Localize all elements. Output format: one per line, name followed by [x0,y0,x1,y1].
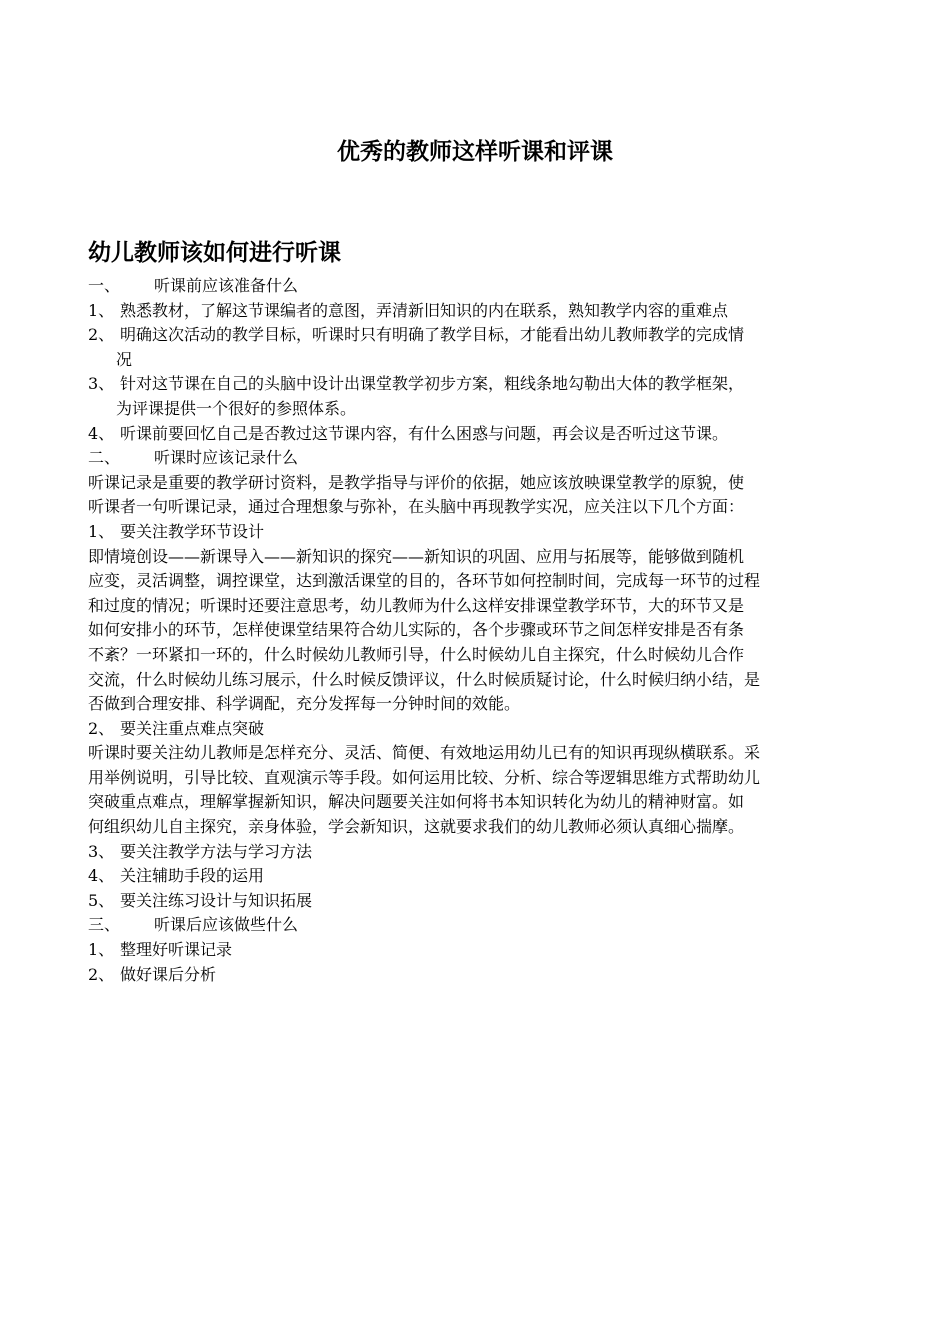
paragraph-line: 不紊？一环紧扣一环的，什么时候幼儿教师引导，什么时候幼儿自主探究，什么时候幼儿合作 [88,644,745,664]
list-item: 5、 要关注练习设计与知识拓展 [88,890,313,910]
section-heading: 幼儿教师该如何进行听课 [88,240,341,266]
list-item: 3、 要关注教学方法与学习方法 [88,841,313,861]
list-item: 2、 要关注重点难点突破 [88,718,265,738]
list-item: 1、 熟悉教材，了解这节课编者的意图，弄清新旧知识的内在联系，熟知教学内容的重难点 [88,300,729,320]
paragraph-line: 如何安排小的环节，怎样使课堂结果符合幼儿实际的，各个步骤或环节之间怎样安排是否有条 [88,620,745,640]
paragraph-line: 听课者一句听课记录，通过合理想象与弥补，在头脑中再现教学实况，应关注以下几个方面： [88,497,745,517]
paragraph-line: 突破重点难点，理解掌握新知识，解决问题要关注如何将书本知识转化为幼儿的精神财富。如 [88,792,745,812]
document-title: 优秀的教师这样听课和评课 [337,139,613,165]
paragraph-line: 交流，什么时候幼儿练习展示，什么时候反馈评议，什么时候质疑讨论，什么时候归纳小结，是 [88,669,761,689]
section-three: 三、 听课后应该做些什么 [88,915,299,935]
list-item-continuation: 为评课提供一个很好的参照体系。 [116,398,357,418]
paragraph-line: 用举例说明，引导比较、直观演示等手段。如何运用比较、分析、综合等逻辑思维方式帮助幼儿 [88,767,761,787]
paragraph-line: 应变，灵活调整，调控课堂，达到激活课堂的目的，各环节如何控制时间，完成每一环节的过程 [88,571,761,591]
paragraph-line: 和过度的情况；听课时还要注意思考，幼儿教师为什么这样安排课堂教学环节，大的环节又是 [88,595,745,615]
list-item-continuation: 况 [116,349,133,369]
paragraph-line: 听课时要关注幼儿教师是怎样充分、灵活、简便、有效地运用幼儿已有的知识再现纵横联系。采 [88,743,761,763]
paragraph-line: 听课记录是重要的教学研讨资料，是教学指导与评价的依据，她应该放映课堂教学的原貌，使 [88,472,745,492]
list-item: 4、 关注辅助手段的运用 [88,866,265,886]
list-item: 1、 整理好听课记录 [88,940,233,960]
section-two: 二、 听课时应该记录什么 [88,448,299,468]
list-item: 2、 明确这次活动的教学目标，听课时只有明确了教学目标，才能看出幼儿教师教学的完成情 [88,325,745,345]
list-item: 1、 要关注教学环节设计 [88,521,265,541]
section-one: 一、 听课前应该准备什么 [88,276,299,295]
list-item: 3、 针对这节课在自己的头脑中设计出课堂教学初步方案，粗线条地勾勒出大体的教学框架， [88,374,745,394]
list-item: 2、 做好课后分析 [88,964,217,984]
list-item: 4、 听课前要回忆自己是否教过这节课内容，有什么困惑与问题，再会议是否听过这节课。 [88,423,729,443]
paragraph-line: 否做到合理安排、科学调配，充分发挥每一分钟时间的效能。 [88,694,521,714]
paragraph-line: 即情境创设——新课导入——新知识的探究——新知识的巩固、应用与拓展等，能够做到随机 [88,546,745,566]
paragraph-line: 何组织幼儿自主探究，亲身体验，学会新知识，这就要求我们的幼儿教师必须认真细心揣摩。 [88,817,745,837]
document-body [88,274,863,987]
